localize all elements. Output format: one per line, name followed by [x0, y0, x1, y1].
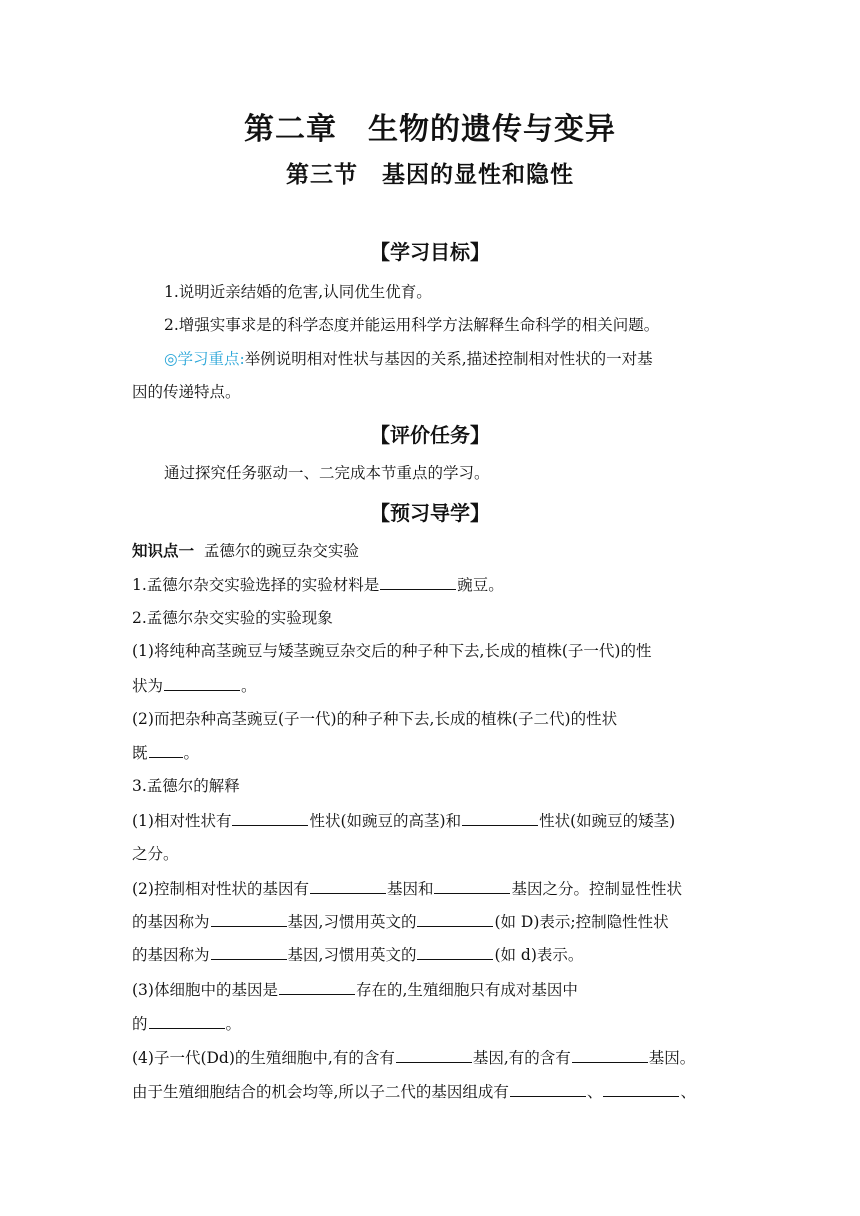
- knowledge-point-label: 知识点一: [132, 542, 195, 560]
- tasks-text: 通过探究任务驱动一、二完成本节重点的学习。: [164, 464, 490, 482]
- question-2: 2.孟德尔杂交实验的实验现象: [132, 609, 333, 627]
- answer-blank[interactable]: [211, 944, 287, 960]
- answer-blank[interactable]: [510, 1081, 586, 1097]
- question-text: 的: [132, 1015, 148, 1033]
- question-text: (如 D)表示;控制隐性性状: [494, 913, 669, 931]
- question-3-3: [132, 979, 752, 1000]
- answer-blank[interactable]: [462, 810, 538, 826]
- answer-blank[interactable]: [232, 810, 308, 826]
- question-2-2-cont: [132, 742, 752, 763]
- question-text: (2)控制相对性状的基因有: [132, 880, 309, 898]
- question-3-1: [132, 810, 752, 831]
- question-2-2: (2)而把杂种高茎豌豆(子一代)的种子种下去,长成的植株(子二代)的性状: [132, 710, 618, 728]
- question-text: 的基因称为: [132, 913, 210, 931]
- answer-blank[interactable]: [149, 1013, 225, 1029]
- question-text: 。: [241, 677, 257, 695]
- section-title: 第三节 基因的显性和隐性: [286, 162, 574, 188]
- question-3-3-cont: [132, 1013, 752, 1034]
- answer-blank[interactable]: [572, 1047, 648, 1063]
- question-text: 性状(如豌豆的矮茎): [539, 812, 676, 830]
- question-1: [132, 574, 752, 595]
- goal-item-2: 2.增强实事求是的科学态度并能运用科学方法解释生命科学的相关问题。: [164, 316, 660, 334]
- question-text: 存在的,生殖细胞只有成对基因中: [355, 981, 578, 999]
- answer-blank[interactable]: [279, 979, 355, 995]
- answer-blank[interactable]: [417, 944, 493, 960]
- focus-text-cont: 因的传递特点。: [132, 383, 241, 401]
- question-text: 基因,有的含有: [472, 1049, 571, 1067]
- goals-heading: 【学习目标】: [370, 240, 490, 264]
- question-text: (1)相对性状有: [132, 812, 232, 830]
- question-3-4-cont: [132, 1081, 752, 1102]
- question-2-1: (1)将纯种高茎豌豆与矮茎豌豆杂交后的种子种下去,长成的植株(子一代)的性: [132, 642, 652, 660]
- question-text: 豌豆。: [457, 576, 504, 594]
- question-3-2: [132, 878, 752, 899]
- focus-label: ◎学习重点:: [164, 350, 245, 368]
- answer-blank[interactable]: [211, 911, 287, 927]
- question-text: 1.孟德尔杂交实验选择的实验材料是: [132, 576, 380, 594]
- answer-blank[interactable]: [149, 742, 183, 758]
- question-3-1-cont: 之分。: [132, 845, 179, 863]
- question-text: 性状(如豌豆的高茎)和: [309, 812, 462, 830]
- question-text: 、: [680, 1083, 696, 1101]
- question-text: (3)体细胞中的基因是: [132, 981, 278, 999]
- question-text: 由于生殖细胞结合的机会均等,所以子二代的基因组成有: [132, 1083, 509, 1101]
- answer-blank[interactable]: [417, 911, 493, 927]
- question-text: (如 d)表示。: [494, 946, 584, 964]
- question-3: 3.孟德尔的解释: [132, 777, 240, 795]
- answer-blank[interactable]: [310, 878, 386, 894]
- answer-blank[interactable]: [603, 1081, 679, 1097]
- question-text: 基因。: [648, 1049, 696, 1067]
- question-2-1-cont: [132, 675, 752, 696]
- question-text: (4)子一代(Dd)的生殖细胞中,有的含有: [132, 1049, 395, 1067]
- question-text: 基因和: [386, 880, 434, 898]
- goal-item-1: 1.说明近亲结婚的危害,认同优生优育。: [164, 283, 432, 301]
- question-text: 基因,习惯用英文的: [287, 946, 417, 964]
- question-text: 状为: [132, 677, 164, 695]
- knowledge-point-text: 孟德尔的豌豆杂交实验: [203, 542, 359, 560]
- question-text: 的基因称为: [132, 946, 210, 964]
- focus-text: 举例说明相对性状与基因的关系,描述控制相对性状的一对基: [244, 350, 653, 368]
- question-text: 、: [586, 1083, 603, 1101]
- question-text: 基因,习惯用英文的: [287, 913, 417, 931]
- question-3-2-cont-2: [132, 944, 752, 965]
- answer-blank[interactable]: [164, 675, 240, 691]
- chapter-title: 第二章 生物的遗传与变异: [244, 112, 616, 147]
- preview-heading: 【预习导学】: [370, 501, 490, 525]
- question-text: 基因之分。控制显性性状: [511, 880, 682, 898]
- answer-blank[interactable]: [380, 574, 456, 590]
- question-text: 。: [225, 1015, 242, 1033]
- question-3-2-cont-1: [132, 911, 752, 932]
- tasks-heading: 【评价任务】: [370, 423, 490, 447]
- question-3-4: [132, 1047, 752, 1068]
- question-text: 既: [132, 744, 148, 762]
- knowledge-point-title: [132, 541, 752, 561]
- question-text: 。: [183, 744, 200, 762]
- answer-blank[interactable]: [396, 1047, 472, 1063]
- answer-blank[interactable]: [434, 878, 510, 894]
- focus-line: [164, 349, 784, 369]
